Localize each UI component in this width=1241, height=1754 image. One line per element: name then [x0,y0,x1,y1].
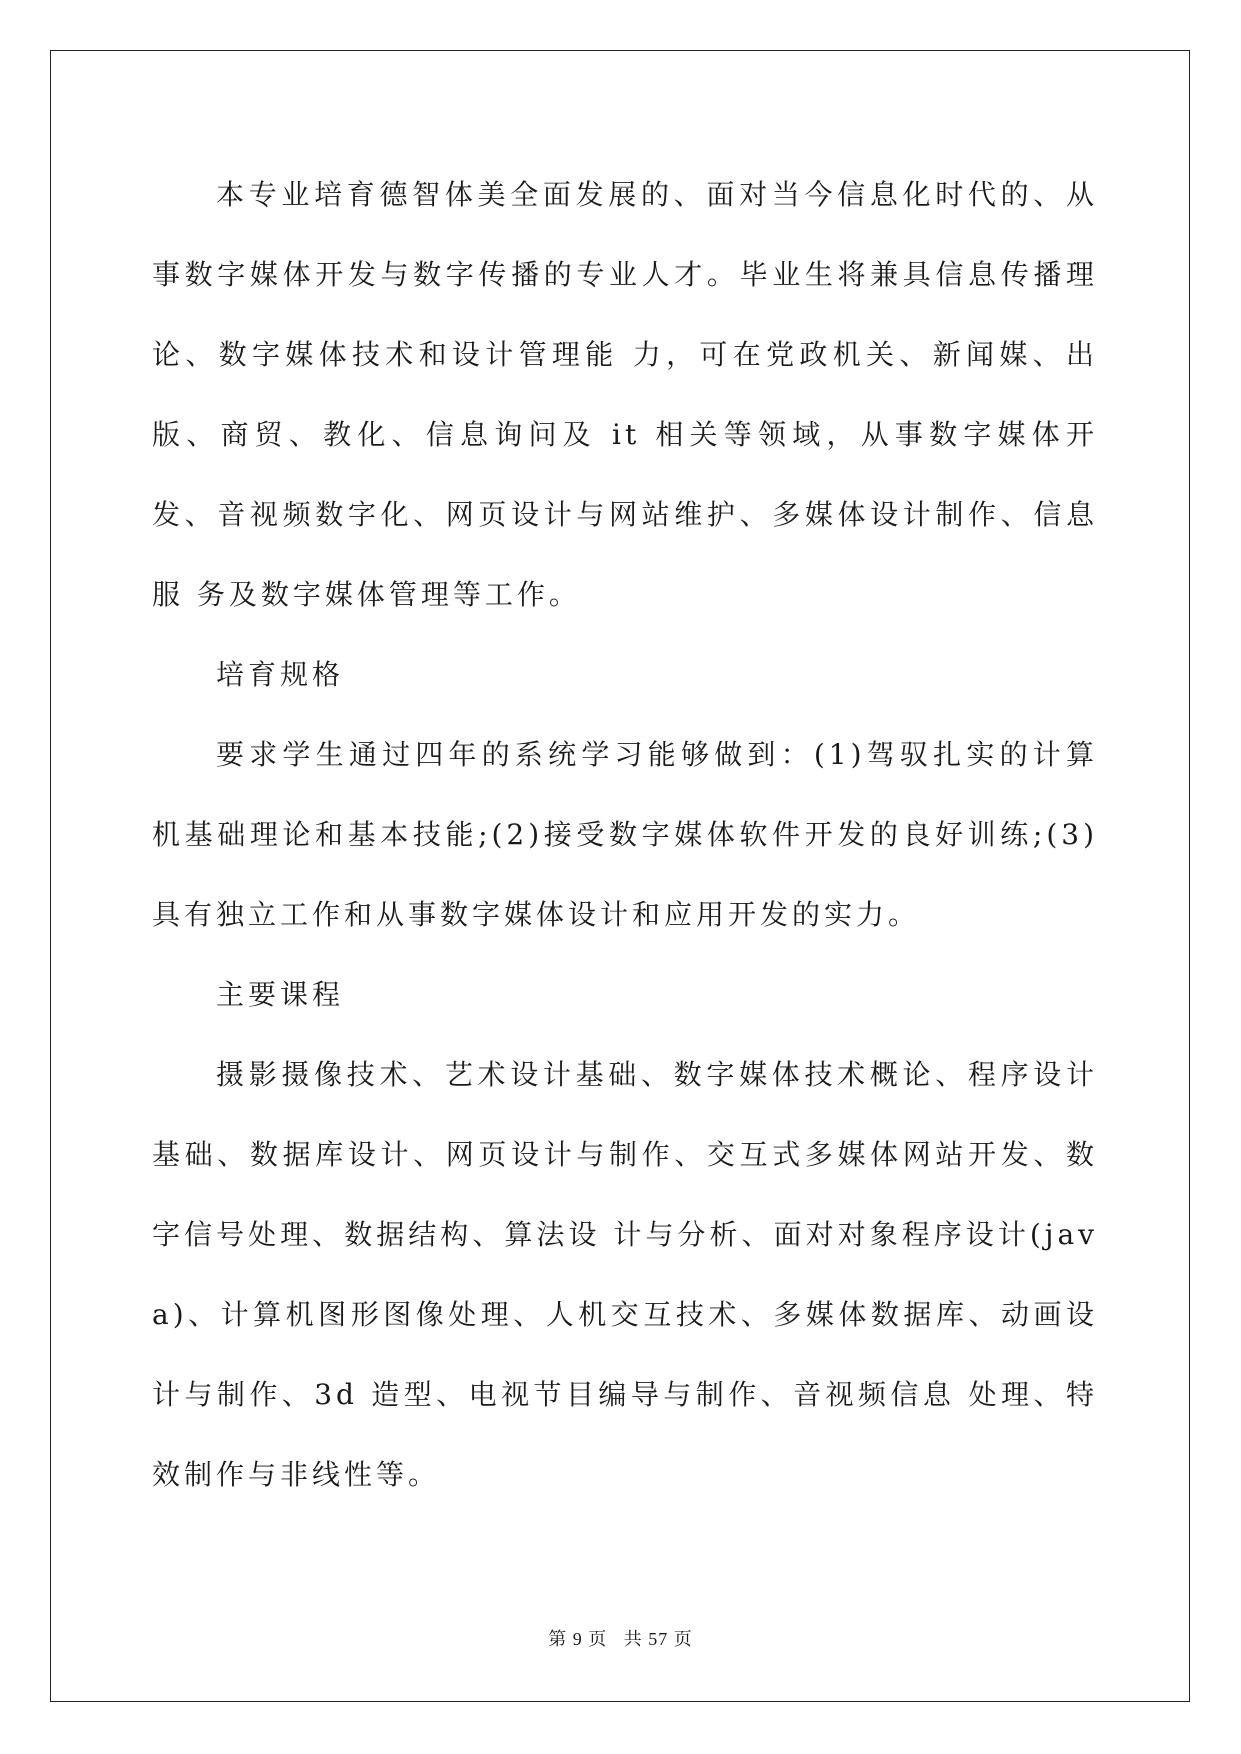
paragraph-intro: 本专业培育德智体美全面发展的、面对当今信息化时代的、从事数字媒体开发与数字传播的专业人才。毕业生将兼具信息传播理论、数字媒体技术和设计管理能 力，可在党政机关、新闻媒、出版、商贸、教化、信息询问及 it 相关等领域，从事数字媒体开发、音视频数字化、网页设计与网站维护、多媒体设计制作、信息服 务及数字媒体管理等工作。 [152,178,1098,611]
section-heading-main-courses: 主要课程 [216,978,345,1011]
section-heading-training-spec: 培育规格 [216,658,345,691]
paragraph-requirements: 要求学生通过四年的系统学习能够做到：(1)驾驭扎实的计算机基础理论和基本技能;(2)接受数字媒体软件开发的良好训练;(3)具有独立工作和从事数字媒体设计和应用开发的实力。 [152,738,1098,931]
paragraph-courses: 摄影摄像技术、艺术设计基础、数字媒体技术概论、程序设计基础、数据库设计、网页设计与制作、交互式多媒体网站开发、数字信号处理、数据结构、算法设 计与分析、面对对象程序设计(java)、计算机图形图像处理、人机交互技术、多媒体数据库、动画设计与制作、3d 造型、电视节目编导与制作、音视频信息 处理、特效制作与非线性等。 [152,1058,1098,1491]
document-body [152,155,1098,1515]
page-footer [0,1625,1241,1651]
page-number: 第 9 页 共 57 页 [548,1629,693,1649]
